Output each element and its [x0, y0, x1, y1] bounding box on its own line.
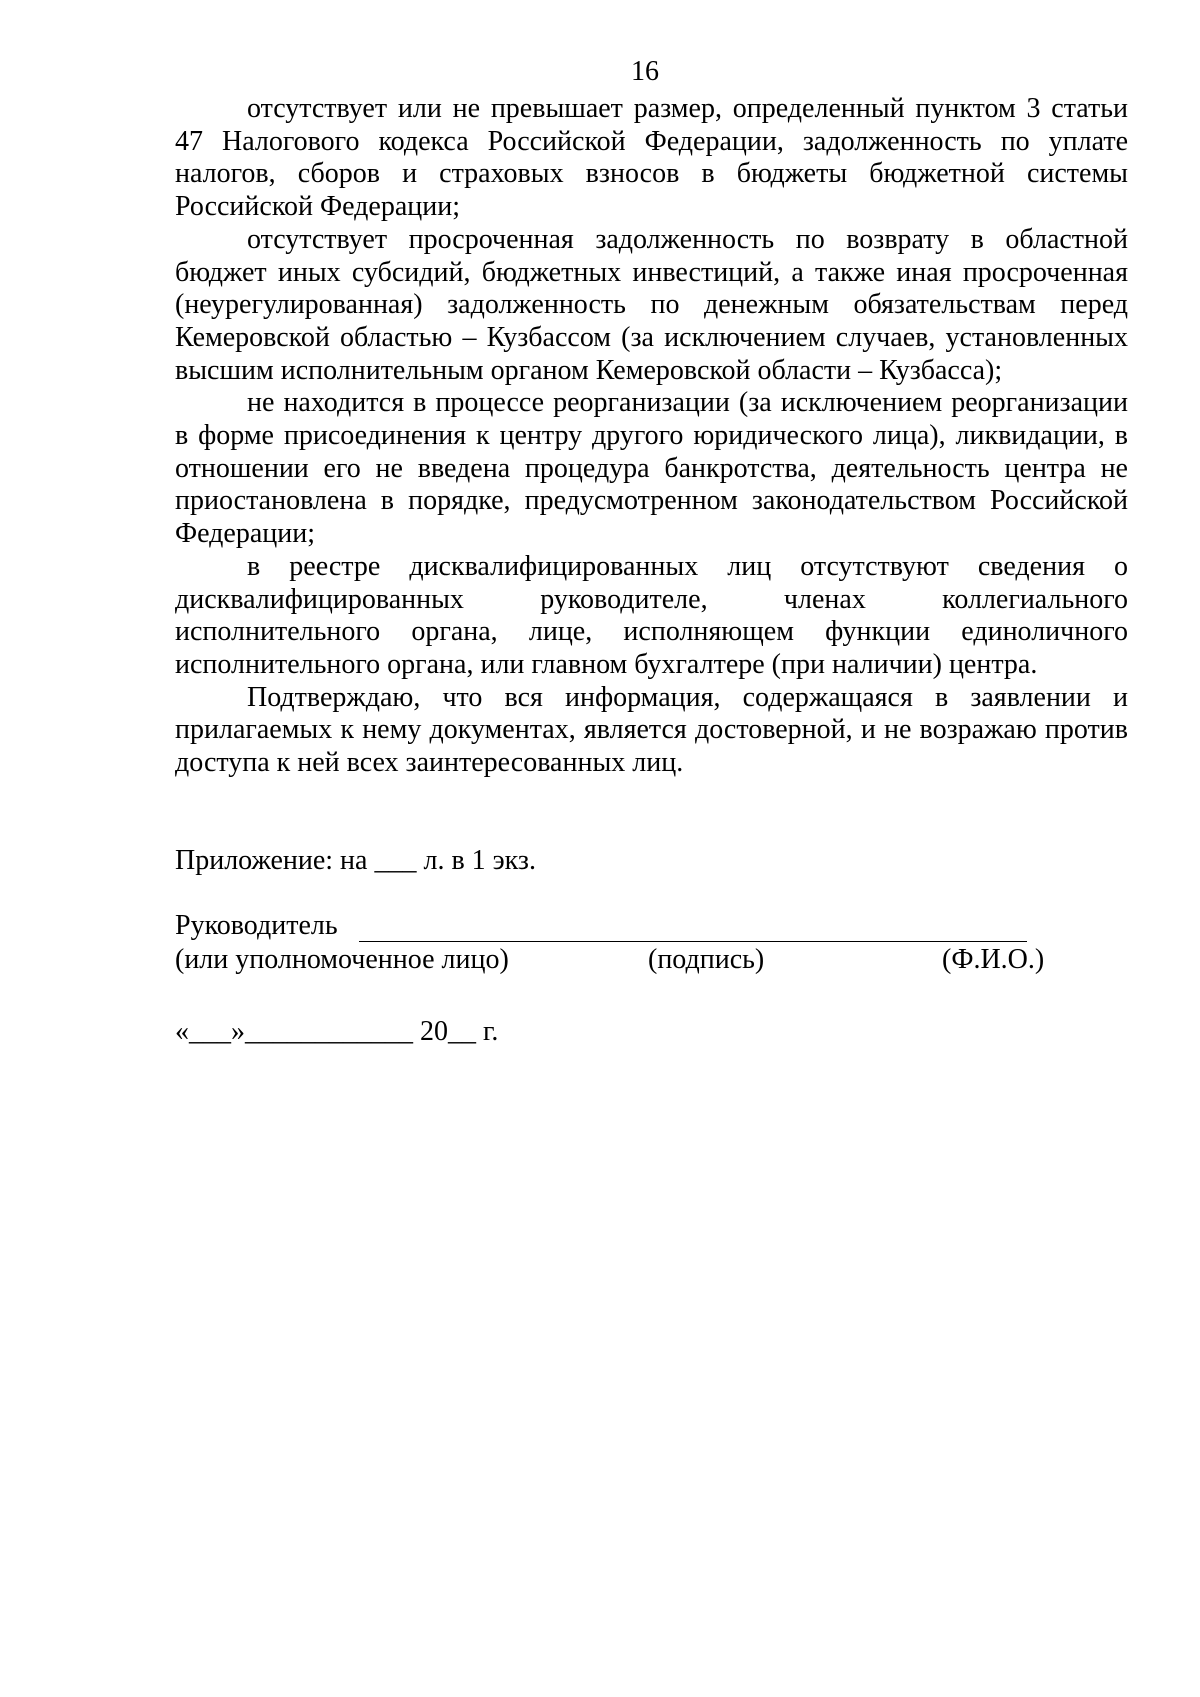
paragraph-disqualified-registry: в реестре дисквалифицированных лиц отсутствуют сведения о дисквалифицированных руководителе, членах коллегиального исполнительного органа, лице, исполняющем функции единоличного исполнительного органа, или главном бухгалтере (при наличии) центра. — [175, 550, 1128, 680]
signature-block — [175, 910, 1055, 978]
date-line: «___»____________ 20__ г. — [175, 1016, 499, 1047]
paragraph-overdue-debt: отсутствует просроченная задолженность по возврату в областной бюджет иных субсидий, бюджетных инвестиций, а также иная просроченная (неурегулированная) задолженность по денежным обязательствам перед Кемеровской областью – Кузбассом (за исключением случаев, установленных высшим исполнительным органом Кемеровской области – Кузбасса); — [175, 223, 1128, 386]
paragraph-confirmation: Подтверждаю, что вся информация, содержащаяся в заявлении и прилагаемых к нему документах, является достоверной, и не возражаю против доступа к ней всех заинтересованных лиц. — [175, 681, 1128, 779]
signature-row — [175, 910, 1055, 944]
signature-label: Руководитель — [175, 910, 338, 941]
document-body — [175, 93, 1128, 780]
signature-underline — [359, 941, 1027, 942]
attachment-line: Приложение: на ___ л. в 1 экз. — [175, 845, 536, 876]
paragraph-reorganization: не находится в процессе реорганизации (за исключением реорганизации в форме присоединения к центру другого юридического лица), ликвидации, в отношении его не введена процедура банкротства, деятельность центра не приостановлена в порядке, предусмотренном законодательством Российской Федерации; — [175, 387, 1128, 550]
caption-signature: (подпись) — [648, 944, 765, 975]
caption-full-name: (Ф.И.О.) — [942, 944, 1045, 975]
signature-captions — [175, 944, 1055, 978]
caption-authorized-person: (или уполномоченное лицо) — [175, 944, 509, 975]
page-number: 16 — [631, 56, 659, 87]
paragraph-tax-debt: отсутствует или не превышает размер, определенный пунктом 3 статьи 47 Налогового кодекса Российской Федерации, задолженность по уплате налогов, сборов и страховых взносов в бюджеты бюджетной системы Российской Федерации; — [175, 93, 1128, 223]
